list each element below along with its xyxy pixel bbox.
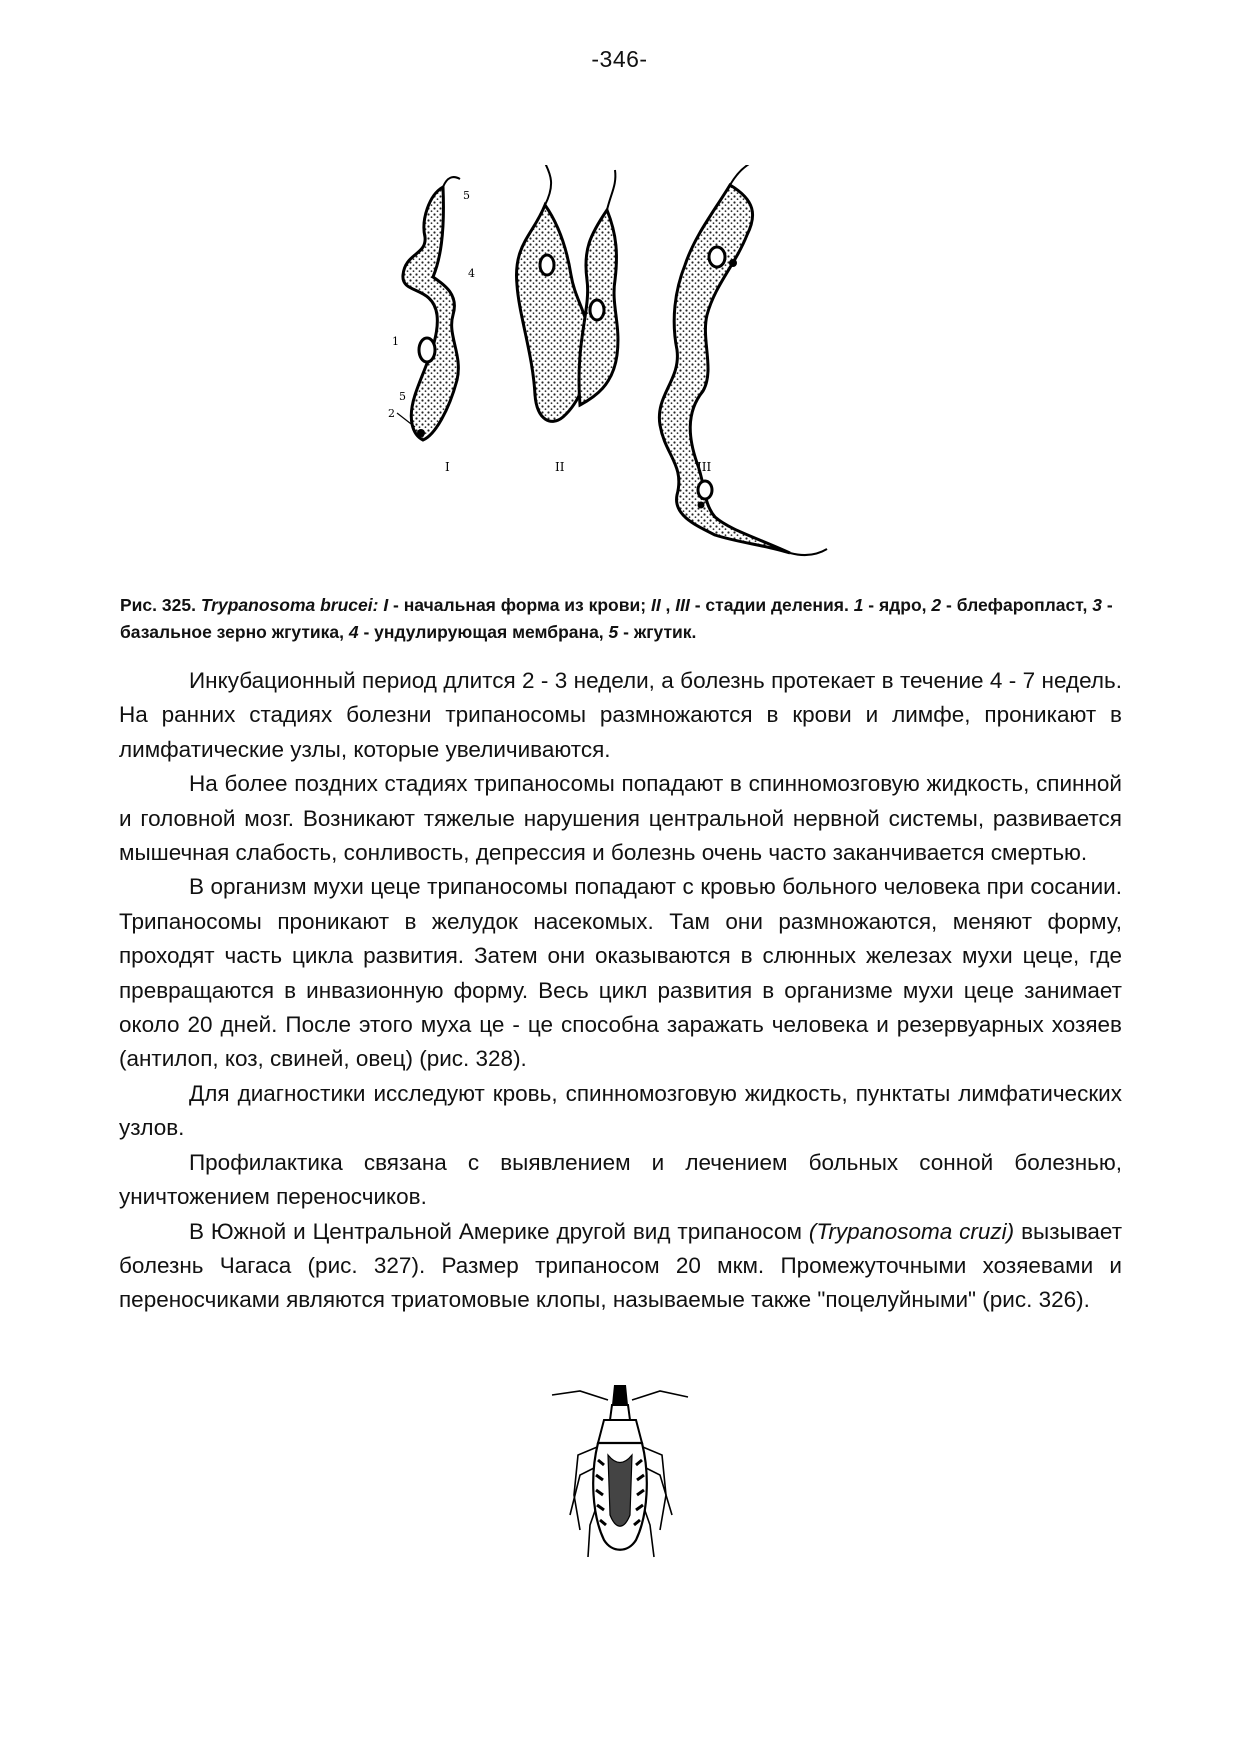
- caption-iii-label: III: [675, 595, 690, 615]
- caption-i-label: I: [378, 595, 389, 615]
- caption-text-1: - начальная форма из крови;: [388, 595, 651, 615]
- paragraph-late-stages: На более поздних стадиях трипаносомы попадают в спинномозговую жидкость, спинной и головной мозг. Возникают тяжелые нарушения центральной нервной системы, развивается мышечная слабость, сонливость, депрессия и болезнь очень часто заканчивается смертью.: [119, 771, 1122, 866]
- chagas-species: (Trypanosoma cruzi): [808, 1218, 1015, 1244]
- paragraph-diagnostics: Для диагностики исследуют кровь, спинномозговую жидкость, пунктаты лимфатических узлов.: [119, 1080, 1122, 1141]
- caption-text-3: - ядро,: [863, 595, 932, 615]
- page-number: -346-: [591, 46, 648, 72]
- bug-body: [593, 1385, 647, 1550]
- chagas-text-after: вызывает болезнь Чагаса (рис. 327). Размер трипаносом 20 мкм. Промежуточными хозяевами и переносчиками являются триатомовые клопы, называемые также "поцелуйными" (рис. 326).: [119, 1218, 1122, 1313]
- caption-n3: 3: [1092, 595, 1102, 615]
- label-5-top: 5: [463, 189, 470, 202]
- trypanosome-form-iii: [659, 165, 827, 555]
- trypanosoma-figure: [385, 165, 865, 575]
- trypanosome-form-i: [403, 177, 460, 440]
- label-form-iii: III: [697, 460, 712, 474]
- triatomine-bug-figure: [550, 1385, 690, 1570]
- caption-text-7: - жгутик.: [618, 622, 697, 642]
- chagas-text-before: В Южной и Центральной Америке другой вид трипаносом: [189, 1218, 809, 1244]
- caption-ii-label: II: [650, 595, 661, 615]
- label-2: 2: [388, 407, 395, 420]
- caption-text-6: - ундулирующая мембрана,: [358, 622, 609, 642]
- label-1: 1: [392, 335, 399, 348]
- caption-n2: 2: [931, 595, 942, 615]
- paragraph-tsetse: В организм мухи цеце трипаносомы попадают с кровью больного человека при сосании. Трипаносомы проникают в желудок насекомых. Там они размножаются, меняют форму, проходят часть цикла развития. Затем они оказываются в слюнных железах мухи цеце, где превращаются в инвазионную форму. Весь цикл развития в организме мухи цеце занимает около 20 дней. После этого муха це - це способна заражать человека и резервуарных хозяев (антилоп, коз, свиней, овец) (рис. 328).: [119, 874, 1122, 1072]
- trypanosome-form-ii: [516, 165, 617, 421]
- caption-text-5: - базальное зерно жгутика,: [120, 595, 1113, 642]
- caption-n5: 5: [608, 622, 619, 642]
- paragraph-prevention: Профилактика связана с выявлением и лечением больных сонной болезнью, уничтожением переносчиков.: [119, 1149, 1122, 1210]
- caption-prefix: Рис. 325.: [120, 595, 201, 615]
- caption-species: Trypanosoma brucei:: [200, 595, 379, 615]
- paragraph-chagas: [119, 1215, 1122, 1318]
- label-4: 4: [468, 267, 475, 280]
- label-form-ii: II: [555, 460, 565, 474]
- caption-n1: 1: [853, 595, 864, 615]
- caption-sep: ,: [660, 595, 676, 615]
- body-text: [119, 664, 1122, 1318]
- caption-text-4: - блефаропласт,: [941, 595, 1093, 615]
- label-5-low: 5: [399, 390, 406, 403]
- paragraph-incubation: Инкубационный период длится 2 - 3 недели, а болезнь протекает в течение 4 - 7 недель. На ранних стадиях болезни трипаносомы размножаются в крови и лимфе, проникают в лимфатические узлы, которые увеличиваются.: [119, 668, 1122, 762]
- caption-text-2: - стадии деления.: [689, 595, 854, 615]
- figure-caption: [120, 592, 1120, 646]
- label-form-i: I: [445, 460, 450, 474]
- caption-n4: 4: [348, 622, 359, 642]
